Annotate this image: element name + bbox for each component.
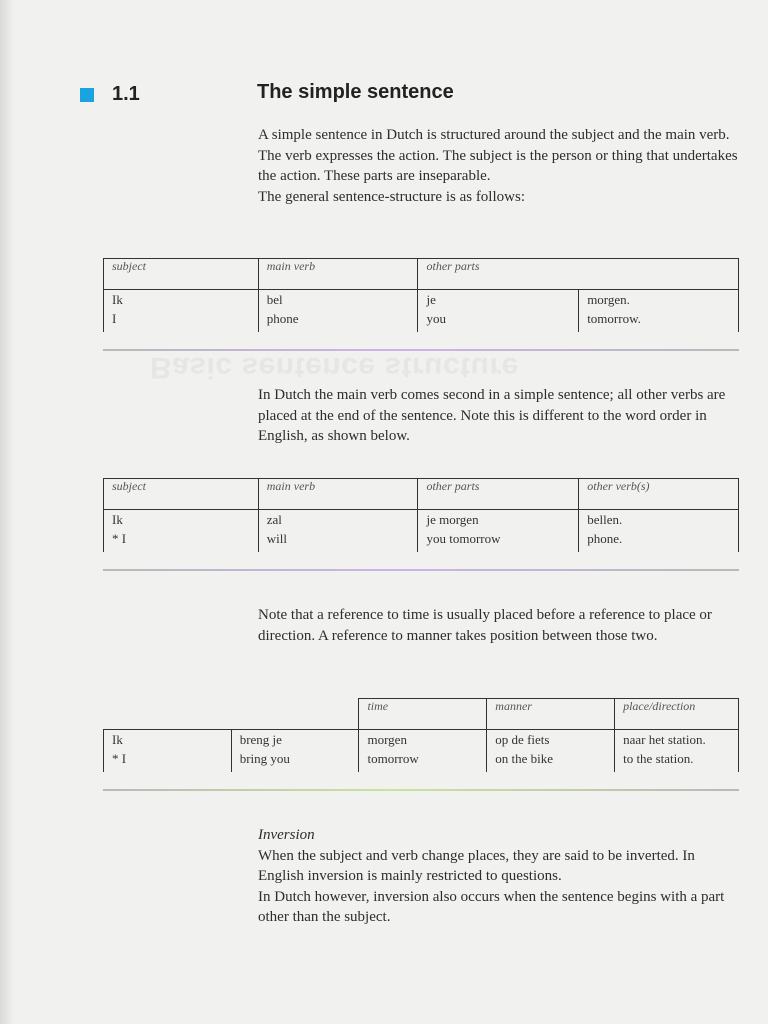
dutch-word: zal [266,512,282,527]
header-other-parts: other parts [418,259,739,290]
cell-main-verb [258,290,418,333]
dutch-word: Ik [112,512,123,527]
english-word: * I [112,751,127,766]
table-row [104,510,739,553]
header-other-parts: other parts [418,479,579,510]
english-word: tomorrow [367,751,419,766]
cell-other-verbs [579,510,739,553]
english-word: to the station. [623,751,694,766]
intro-text: A simple sentence in Dutch is structured around the subject and the main verb. The verb expresses the action. The subject is the person or thing that undertakes the action. These parts are inseparable. [258,127,738,184]
structure-table-1 [103,258,739,332]
english-word: bring you [239,751,290,766]
cell-place-direction [615,730,739,773]
inversion-text-1: When the subject and verb change places, they are said to be inverted. In English inversion is mainly restricted to questions. [258,847,695,884]
cell-subject [104,290,259,333]
dutch-word: naar het station. [623,732,706,747]
header-time: time [359,699,487,730]
word-order-paragraph: In Dutch the main verb comes second in a simple sentence; all other verbs are placed at the end of the sentence. Note this is different to the word order in English, as shown below. [258,387,726,444]
inversion-text-2: In Dutch however, inversion also occurs when the sentence begins with a part other than the subject. [258,888,725,925]
table-divider [103,349,739,351]
section-title: The simple sentence [257,81,454,103]
cell-other-part-1 [418,290,579,333]
page-edge [0,0,14,1024]
english-word: tomorrow. [587,311,641,326]
cell-main-verb [258,510,418,553]
header-place-direction: place/direction [615,699,739,730]
table-header-row [104,259,739,290]
table-header-row [104,479,739,510]
inversion-section [258,825,738,928]
table-divider [103,789,739,791]
header-manner: manner [487,699,615,730]
cell-other-part-2 [579,290,739,333]
table-row [104,290,739,333]
table-row [104,730,739,773]
header-main-verb: main verb [258,259,418,290]
cell-manner [487,730,615,773]
english-word: phone. [587,531,623,546]
section-marker-icon [80,88,94,102]
english-word: on the bike [495,751,554,766]
cell-other-parts [418,510,579,553]
dutch-word: Ik [112,732,123,747]
english-word: you tomorrow [426,531,501,546]
dutch-word: breng je [239,732,282,747]
watermark-text: Basic sentence structure [150,351,519,384]
english-word: I [112,311,117,326]
dutch-word: bel [266,292,283,307]
english-word: phone [266,311,299,326]
dutch-word: bellen. [587,512,623,527]
header-subject: subject [104,259,259,290]
cell-main-verb [231,730,359,773]
dutch-word: op de fiets [495,732,550,747]
dutch-word: morgen [367,732,407,747]
table-header-row [104,699,739,730]
section-number: 1.1 [112,83,140,105]
structure-table-3 [103,698,739,772]
inversion-heading: Inversion [258,827,315,843]
dutch-word: Ik [112,292,123,307]
english-word: will [266,531,287,546]
cell-subject [104,510,259,553]
table-divider [103,569,739,571]
dutch-word: je [426,292,436,307]
english-word: you [426,311,446,326]
cell-subject [104,730,232,773]
header-subject: subject [104,479,259,510]
intro-paragraph [258,125,738,207]
structure-table-2 [103,478,739,552]
header-main-verb: main verb [258,479,418,510]
cell-time [359,730,487,773]
english-word: * I [112,531,127,546]
dutch-word: morgen. [587,292,630,307]
intro-lead: The general sentence-structure is as follows: [258,188,525,205]
time-manner-paragraph: Note that a reference to time is usually placed before a reference to place or direction. A reference to manner takes position between those two. [258,607,712,644]
dutch-word: je morgen [426,512,479,527]
header-other-verbs: other verb(s) [579,479,739,510]
